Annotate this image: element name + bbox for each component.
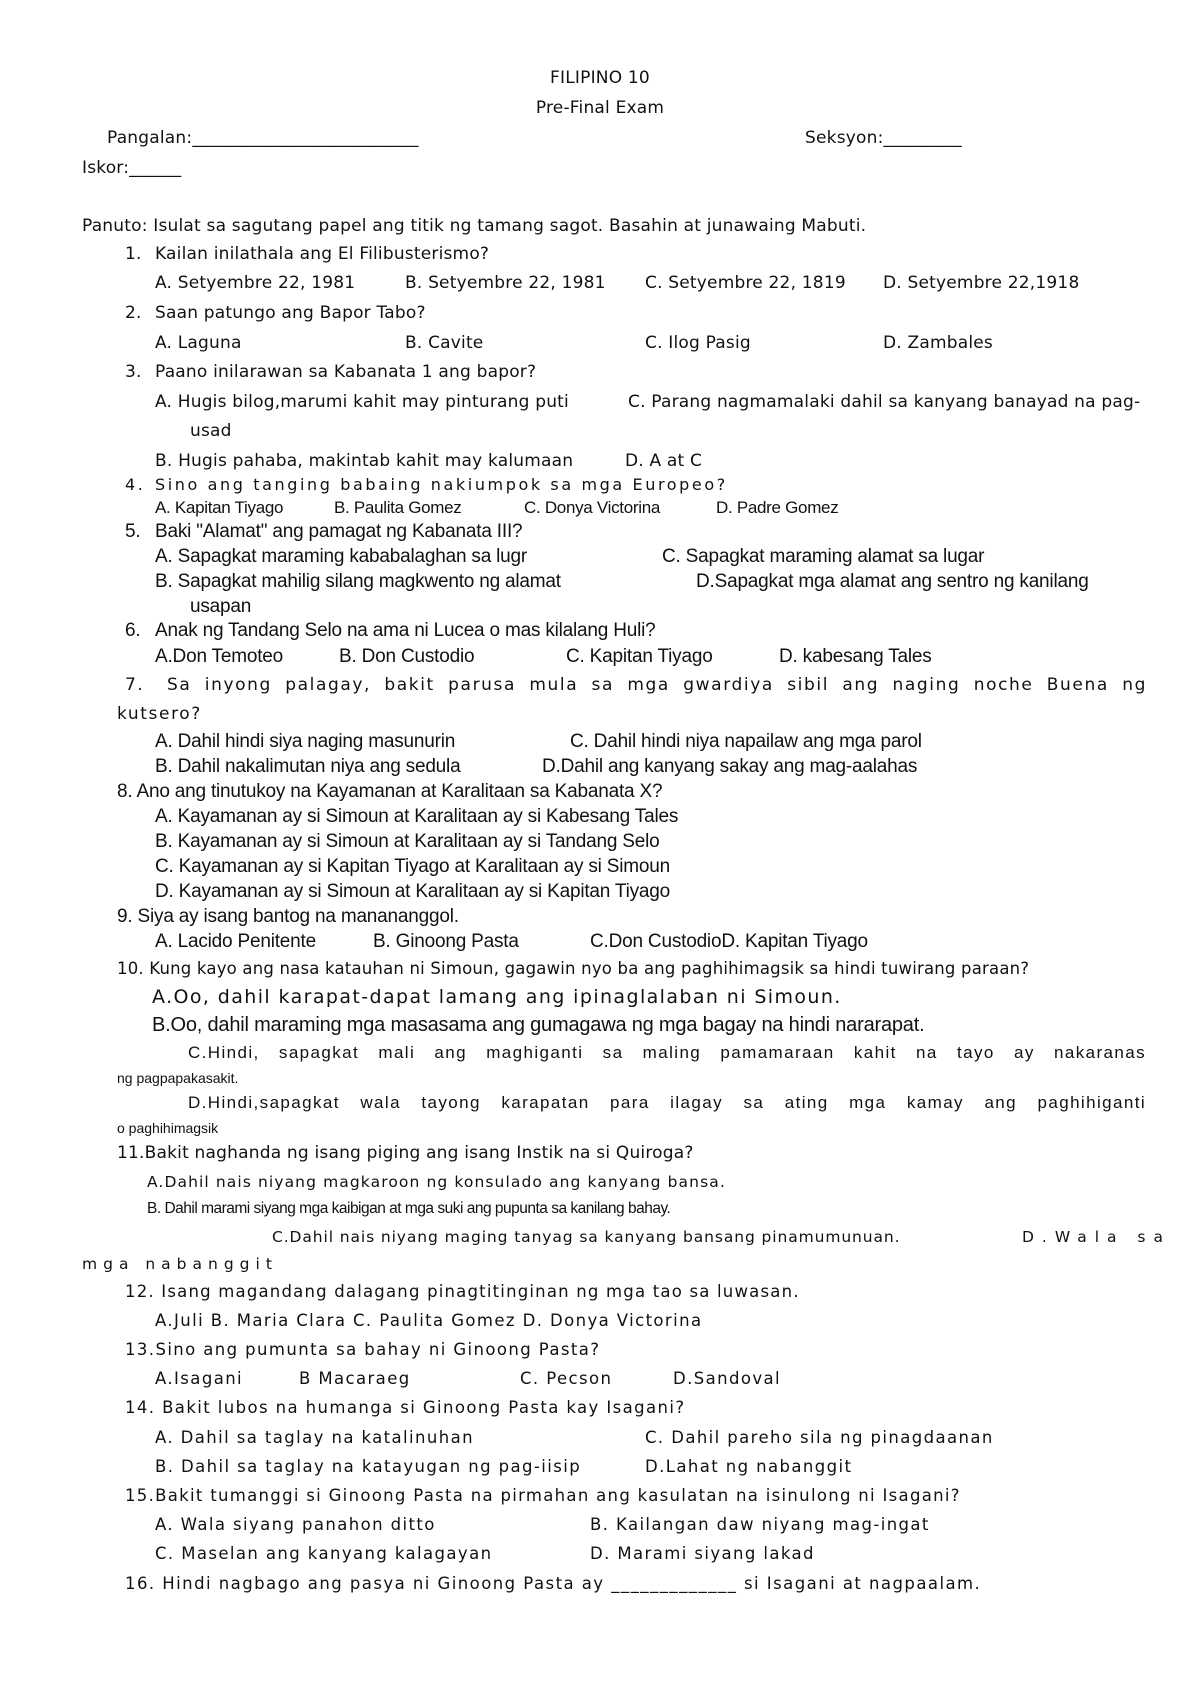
q4-option-b: B. Paulita Gomez (334, 498, 462, 517)
q7-option-b: B. Dahil nakalimutan niya ang sedula (155, 756, 461, 777)
q2-text: Saan patungo ang Bapor Tabo? (155, 303, 426, 323)
exam-title: Pre-Final Exam (535, 98, 665, 118)
q9-option-b: B. Ginoong Pasta (373, 931, 519, 952)
q9-text: 9. Siya ay isang bantog na manananggol. (117, 906, 459, 927)
q11-option-b: B. Dahil marami siyang mga kaibigan at mga suki ang pupunta sa kanilang bahay. (147, 1200, 671, 1217)
q5-option-d-cont: usapan (190, 596, 252, 617)
q1-option-b: B. Setyembre 22, 1981 (405, 273, 606, 293)
q3-text: Paano inilarawan sa Kabanata 1 ang bapor? (155, 362, 537, 382)
q5-option-a: A. Sapagkat maraming kababalaghan sa lugr (155, 546, 528, 567)
q8-text: 8. Ano ang tinutukoy na Kayamanan at Karalitaan sa Kabanata X? (117, 781, 663, 802)
q4-text: Sino ang tanging babaing nakiumpok sa mga Europeo? (155, 475, 728, 494)
q1-option-c: C. Setyembre 22, 1819 (645, 273, 846, 293)
q10-option-c: C.Hindi, sapagkat mali ang maghiganti sa maling pamamaraan kahit na tayo ay nakaranas (188, 1043, 1146, 1062)
q5-text: Baki "Alamat" ang pamagat ng Kabanata III? (155, 521, 523, 542)
q3-option-b: B. Hugis pahaba, makintab kahit may kalumaan (155, 451, 574, 471)
q14-option-a: A. Dahil sa taglay na katalinuhan (155, 1428, 474, 1447)
q5-option-d: D.Sapagkat mga alamat ang sentro ng kanilang (696, 571, 1089, 592)
q6-option-d: D. kabesang Tales (779, 646, 932, 667)
q14-option-d: D.Lahat ng nabanggit (645, 1457, 853, 1476)
q11-option-d-cont: mga nabanggit (82, 1255, 278, 1273)
q6-option-c: C. Kapitan Tiyago (566, 646, 713, 667)
q6-option-b: B. Don Custodio (339, 646, 475, 667)
q10-option-c-cont: ng pagpapakasakit. (117, 1070, 239, 1086)
q14-option-b: B. Dahil sa taglay na katayugan ng pag-iisip (155, 1457, 582, 1476)
q5-option-b: B. Sapagkat mahilig silang magkwento ng alamat (155, 571, 561, 592)
q5-number: 5. (125, 521, 141, 542)
q4-option-d: D. Padre Gomez (716, 498, 839, 517)
q6-number: 6. (125, 620, 141, 641)
instructions: Panuto: Isulat sa sagutang papel ang titik ng tamang sagot. Basahin at junawaing Mabuti. (82, 216, 867, 236)
q3-number: 3. (125, 362, 142, 382)
q12-text: 12. Isang magandang dalagang pinagtitinginan ng mga tao sa luwasan. (125, 1282, 800, 1301)
q13-text: 13.Sino ang pumunta sa bahay ni Ginoong Pasta? (125, 1340, 601, 1359)
q7-option-d: D.Dahil ang kanyang sakay ang mag-aalahas (542, 756, 918, 777)
q8-option-d: D. Kayamanan ay si Simoun at Karalitaan ay si Kapitan Tiyago (155, 881, 671, 902)
q11-option-d: D.Wala sa (1022, 1228, 1172, 1246)
q4-option-a: A. Kapitan Tiyago (155, 498, 284, 517)
q4-number: 4. (125, 475, 146, 494)
q15-text: 15.Bakit tumanggi si Ginoong Pasta na pirmahan ang kasulatan na isinulong ni Isagani? (125, 1486, 961, 1505)
q12-options: A.Juli B. Maria Clara C. Paulita Gomez D. Donya Victorina (155, 1311, 703, 1330)
q10-option-d-cont: o paghihimagsik (117, 1120, 219, 1136)
subject-title: FILIPINO 10 (550, 68, 650, 88)
q7-number: 7. (125, 675, 145, 695)
q6-text: Anak ng Tandang Selo na ama ni Lucea o mas kilalang Huli? (155, 620, 656, 641)
q3-option-d: D. A at C (625, 451, 703, 471)
score-field-label: Iskor:______ (82, 158, 182, 178)
q11-option-a: A.Dahil nais niyang magkaroon ng konsulado ang kanyang bansa. (147, 1173, 726, 1191)
q3-option-c-cont: usad (190, 421, 232, 441)
q2-option-b: B. Cavite (405, 333, 484, 353)
q2-option-a: A. Laguna (155, 333, 242, 353)
q1-option-d: D. Setyembre 22,1918 (883, 273, 1080, 293)
q13-option-c: C. Pecson (520, 1369, 613, 1388)
q2-option-c: C. Ilog Pasig (645, 333, 751, 353)
q13-option-b: B Macaraeg (299, 1369, 411, 1388)
q1-text: Kailan inilathala ang El Filibusterismo? (155, 244, 490, 264)
q7-option-a: A. Dahil hindi siya naging masunurin (155, 731, 456, 752)
q8-option-c: C. Kayamanan ay si Kapitan Tiyago at Karalitaan ay si Simoun (155, 856, 671, 877)
q7-option-c: C. Dahil hindi niya napailaw ang mga parol (570, 731, 922, 752)
q1-number: 1. (125, 244, 142, 264)
q13-option-d: D.Sandoval (673, 1369, 782, 1388)
q15-option-d: D. Marami siyang lakad (590, 1544, 815, 1563)
q1-option-a: A. Setyembre 22, 1981 (155, 273, 356, 293)
q10-option-b: B.Oo, dahil maraming mga masasama ang gumagawa ng mga bagay na hindi nararapat. (152, 1014, 925, 1036)
q15-option-b: B. Kailangan daw niyang mag-ingat (590, 1515, 930, 1534)
name-field-label: Pangalan:__________________________ (107, 128, 419, 148)
q9-option-c: C.Don CustodioD. Kapitan Tiyago (590, 931, 868, 952)
q6-option-a: A.Don Temoteo (155, 646, 284, 667)
q14-text: 14. Bakit lubos na humanga si Ginoong Pasta kay Isagani? (125, 1398, 686, 1417)
q16-text: 16. Hindi nagbago ang pasya ni Ginoong Pasta ay _____________ si Isagani at nagpaalam. (125, 1574, 982, 1593)
q13-option-a: A.Isagani (155, 1369, 244, 1388)
q9-option-a: A. Lacido Penitente (155, 931, 316, 952)
q14-option-c: C. Dahil pareho sila ng pinagdaanan (645, 1428, 994, 1447)
q10-option-a: A.Oo, dahil karapat-dapat lamang ang ipinaglalaban ni Simoun. (152, 986, 842, 1008)
q3-option-a: A. Hugis bilog,marumi kahit may pinturang puti (155, 392, 569, 412)
q3-option-c: C. Parang nagmamalaki dahil sa kanyang banayad na pag- (628, 392, 1141, 412)
q11-option-c: C.Dahil nais niyang maging tanyag sa kanyang bansang pinamumunuan. (272, 1228, 901, 1246)
section-field-label: Seksyon:_________ (805, 128, 962, 148)
q5-option-c: C. Sapagkat maraming alamat sa lugar (662, 546, 985, 567)
q8-option-a: A. Kayamanan ay si Simoun at Karalitaan ay si Kabesang Tales (155, 806, 679, 827)
q11-text: 11.Bakit naghanda ng isang piging ang isang Instik na si Quiroga? (117, 1143, 694, 1163)
q2-option-d: D. Zambales (883, 333, 993, 353)
q15-option-a: A. Wala siyang panahon ditto (155, 1515, 436, 1534)
q4-option-c: C. Donya Victorina (524, 498, 661, 517)
q7-text: Sa inyong palagay, bakit parusa mula sa mga gwardiya sibil ang naging noche Buena ng (167, 675, 1147, 695)
q7-text-cont: kutsero? (117, 704, 202, 724)
q2-number: 2. (125, 303, 142, 323)
q15-option-c: C. Maselan ang kanyang kalagayan (155, 1544, 493, 1563)
q10-option-d: D.Hindi,sapagkat wala tayong karapatan para ilagay sa ating mga kamay ang paghihiganti (188, 1093, 1146, 1112)
q10-text: 10. Kung kayo ang nasa katauhan ni Simoun, gagawin nyo ba ang paghihimagsik sa hindi tuwirang paraan? (117, 959, 1030, 978)
q8-option-b: B. Kayamanan ay si Simoun at Karalitaan ay si Tandang Selo (155, 831, 660, 852)
